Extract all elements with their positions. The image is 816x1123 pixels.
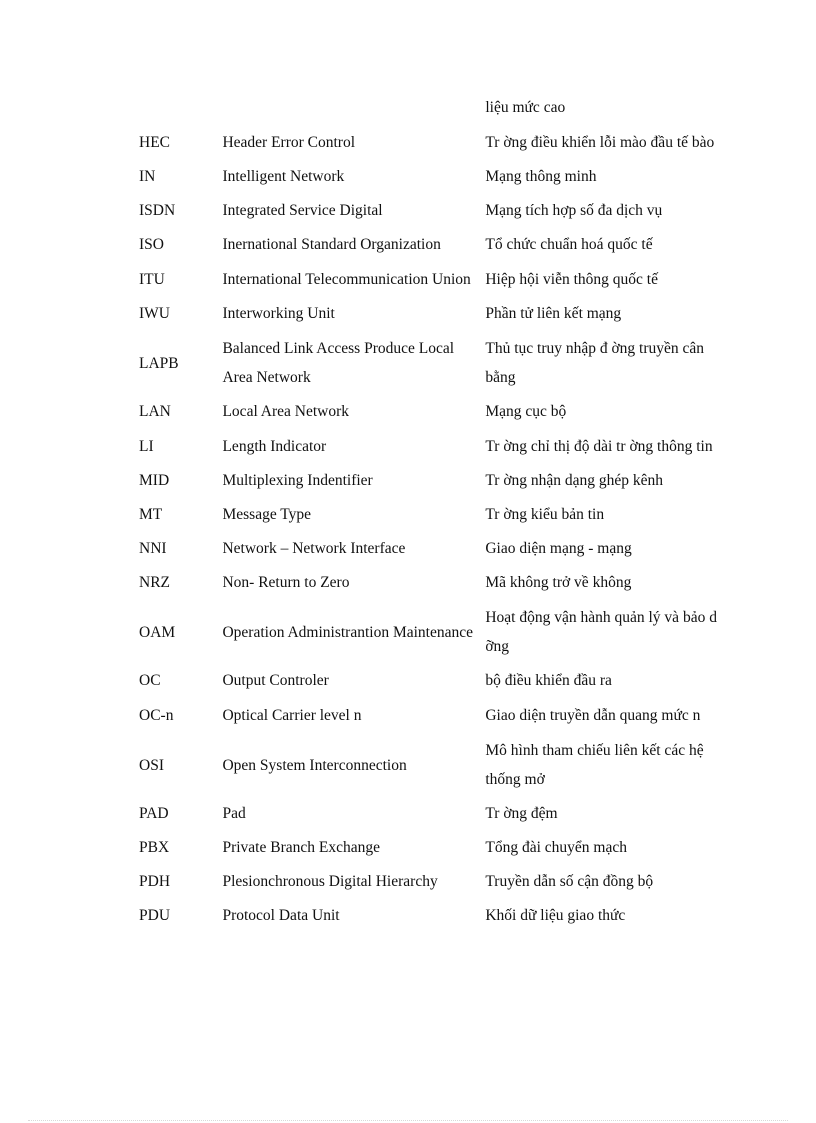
meaning-cell: Thủ tục truy nhập đ ờng truyền cân bằng — [485, 340, 705, 386]
term-cell: Multiplexing Indentifier — [222, 472, 373, 489]
abbr-cell: OSI — [139, 756, 164, 774]
table-row — [133, 464, 743, 498]
abbr-cell: PDU — [139, 907, 171, 924]
meaning-cell: Truyền dẫn số cận đồng bộ — [485, 873, 654, 890]
meaning-cell: Phần tử liên kết mạng — [485, 305, 622, 322]
term-cell: Interworking Unit — [222, 305, 335, 322]
abbr-cell: MT — [139, 506, 163, 523]
table-row — [133, 899, 743, 933]
abbr-cell: LAPB — [139, 354, 179, 372]
term-cell: Private Branch Exchange — [222, 839, 380, 856]
abbr-cell: OC-n — [139, 707, 174, 724]
table-row — [133, 297, 743, 331]
table-row — [133, 600, 743, 664]
abbr-cell: OC — [139, 672, 161, 689]
abbr-cell: LAN — [139, 403, 171, 420]
table-row — [133, 698, 743, 733]
term-cell: Header Error Control — [222, 134, 356, 151]
table-row — [133, 331, 743, 395]
meaning-cell: Tr ờng đệm — [485, 805, 558, 822]
meaning-cell: Tổ chức chuẩn hoá quốc tế — [485, 236, 653, 253]
table-row — [133, 498, 743, 532]
term-cell: Inernational Standard Organization — [222, 236, 441, 253]
table-row — [133, 262, 743, 297]
term-cell: Intelligent Network — [222, 168, 345, 185]
meaning-cell: Hoạt động vận hành quản lý và bảo d ỡng — [485, 609, 717, 655]
term-cell: Non- Return to Zero — [222, 574, 350, 591]
meaning-cell: bộ điều khiển đầu ra — [485, 672, 612, 689]
meaning-cell: Mạng tích hợp số đa dịch vụ — [485, 202, 663, 219]
page-bottom-divider — [28, 1120, 788, 1121]
meaning-cell: Mạng cục bộ — [485, 403, 567, 420]
abbr-cell: ISO — [139, 236, 164, 253]
abbr-cell: IN — [139, 168, 156, 185]
term-cell: Network – Network Interface — [222, 540, 406, 557]
abbr-cell: PDH — [139, 873, 171, 890]
meaning-cell: Tr ờng kiểu bản tin — [485, 506, 605, 523]
table-row — [133, 395, 743, 429]
term-cell: Balanced Link Access Produce Local Area Network — [222, 340, 455, 386]
table-row — [133, 532, 743, 566]
abbr-cell: HEC — [139, 134, 170, 151]
meaning-cell: Tr ờng điều khiển lỗi mào đầu tế bào — [485, 134, 715, 151]
term-cell: Optical Carrier level n — [222, 707, 362, 724]
meaning-cell: Tổng đài chuyển mạch — [485, 839, 627, 856]
meaning-cell: liệu mức cao — [485, 99, 566, 116]
abbr-cell: PBX — [139, 839, 170, 856]
table-row — [133, 664, 743, 698]
table-row — [133, 865, 743, 899]
term-cell: Length Indicator — [222, 438, 327, 455]
term-cell: Local Area Network — [222, 403, 349, 420]
term-cell: Message Type — [222, 506, 312, 523]
term-cell: Pad — [222, 805, 246, 822]
table-row — [133, 429, 743, 464]
term-cell: Protocol Data Unit — [222, 907, 340, 924]
abbr-cell: NRZ — [139, 574, 170, 591]
abbreviation-table-body — [133, 91, 743, 933]
abbr-cell: ITU — [139, 271, 165, 288]
abbr-cell — [133, 91, 216, 125]
table-row — [133, 91, 743, 125]
table-row — [133, 228, 743, 262]
meaning-cell: Mạng thông minh — [485, 168, 597, 185]
term-cell: Integrated Service Digital — [222, 202, 383, 219]
table-row — [133, 125, 743, 160]
meaning-cell: Khối dữ liệu giao thức — [485, 907, 626, 924]
abbr-cell: NNI — [139, 540, 167, 557]
meaning-cell: Giao diện mạng - mạng — [485, 540, 632, 557]
term-cell: Open System Interconnection — [222, 756, 407, 774]
abbr-cell: OAM — [139, 623, 176, 641]
table-row — [133, 194, 743, 228]
abbr-cell: PAD — [139, 805, 169, 822]
meaning-cell: Mô hình tham chiếu liên kết các hệ thống mở — [485, 742, 704, 788]
term-cell: Output Controler — [222, 672, 329, 689]
table-row — [133, 566, 743, 600]
term-cell — [216, 91, 479, 125]
meaning-cell: Mã không trở về không — [485, 574, 632, 591]
abbr-cell: MID — [139, 472, 170, 489]
meaning-cell: Hiệp hội viễn thông quốc tế — [485, 271, 658, 288]
table-row — [133, 160, 743, 194]
term-cell: Operation Administrantion Maintenance — [222, 623, 473, 641]
meaning-cell: Tr ờng chỉ thị độ dài tr ờng thông tin — [485, 438, 713, 455]
abbr-cell: ISDN — [139, 202, 176, 219]
table-row — [133, 831, 743, 865]
abbreviation-table — [133, 91, 743, 933]
term-cell: International Telecommunication Union — [222, 271, 471, 288]
term-cell: Plesionchronous Digital Hierarchy — [222, 873, 438, 890]
table-row — [133, 797, 743, 831]
abbr-cell: LI — [139, 438, 154, 455]
abbr-cell: IWU — [139, 305, 170, 322]
meaning-cell: Tr ờng nhận dạng ghép kênh — [485, 472, 664, 489]
table-row — [133, 733, 743, 797]
meaning-cell: Giao diện truyền dẫn quang mức n — [485, 707, 701, 724]
